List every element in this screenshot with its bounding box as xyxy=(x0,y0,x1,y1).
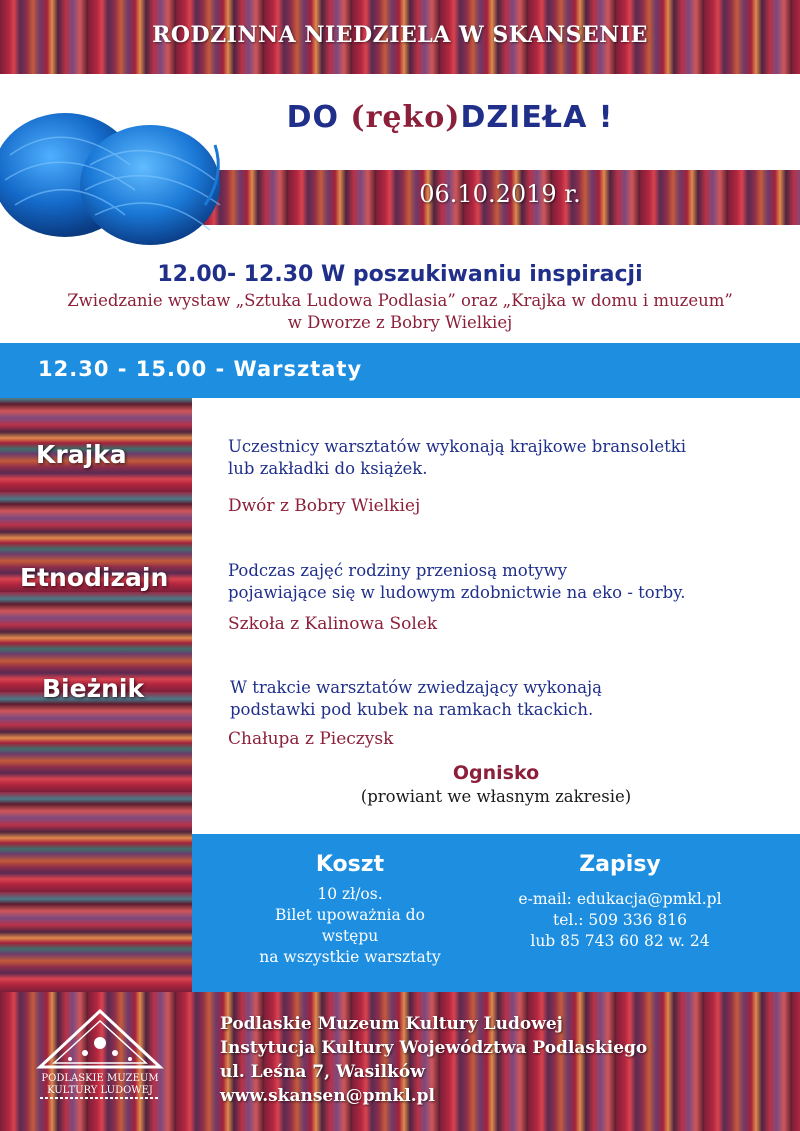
signup-phone-alt: lub 85 743 60 82 w. 24 xyxy=(530,932,710,950)
event-date: 06.10.2019 r. xyxy=(419,180,581,208)
inspiration-session-title: 12.00- 12.30 W poszukiwaniu inspiracji xyxy=(157,262,643,287)
cost-line2: Bilet upoważnia do xyxy=(275,906,425,924)
title-end: DZIEŁA ! xyxy=(460,100,614,135)
workshop-desc-line2: podstawki pod kubek na ramkach tkackich. xyxy=(230,700,594,719)
workshop-name-etnodizajn: Etnodizajn xyxy=(20,563,169,592)
workshop-desc-line1: Uczestnicy warsztatów wykonają krajkowe bransoletki xyxy=(228,437,687,456)
workshop-desc-etnodizajn xyxy=(228,560,686,604)
main-title xyxy=(200,100,700,135)
signup-heading: Zapisy xyxy=(579,852,661,877)
workshop-place-etnodizajn: Szkoła z Kalinowa Solek xyxy=(228,614,438,634)
organizer-website[interactable]: www.skansen@pmkl.pl xyxy=(220,1086,435,1106)
session-desc-line2: w Dworze z Bobry Wielkiej xyxy=(287,313,513,332)
bonfire-note: (prowiant we własnym zakresie) xyxy=(360,787,632,806)
signup-phone: tel.: 509 336 816 xyxy=(552,911,688,929)
workshop-name-bieznik: Bieżnik xyxy=(42,674,145,703)
inspiration-session-description xyxy=(0,290,800,334)
bonfire-title: Ognisko xyxy=(452,762,540,784)
museum-roof-icon xyxy=(30,1005,170,1105)
workshop-desc-line1: Podczas zajęć rodziny przeniosą motywy xyxy=(228,561,568,580)
organizer-address: ul. Leśna 7, Wasilków xyxy=(220,1062,425,1082)
workshop-place-krajka: Dwór z Bobry Wielkiej xyxy=(228,496,421,516)
museum-logo xyxy=(30,1005,170,1105)
workshop-desc-krajka xyxy=(228,436,686,480)
cost-heading: Koszt xyxy=(315,852,385,877)
yarn-balls-icon xyxy=(0,85,240,255)
organizer-institution: Instytucja Kultury Województwa Podlaskiego xyxy=(220,1038,648,1058)
organizer-name: Podlaskie Muzeum Kultury Ludowej xyxy=(220,1014,563,1034)
signup-email[interactable]: e-mail: edukacja@pmkl.pl xyxy=(518,890,722,908)
title-middle: (ręko) xyxy=(350,100,461,135)
svg-text:PODLASKIE MUZEUM: PODLASKIE MUZEUM xyxy=(41,1073,159,1084)
signup-details xyxy=(490,889,750,952)
workshop-desc-bieznik xyxy=(230,677,602,721)
workshop-desc-line2: pojawiające się w ludowym zdobnictwie na eko - torby. xyxy=(228,583,686,602)
cost-price: 10 zł/os. xyxy=(317,885,383,903)
workshop-desc-line2: lub zakładki do książek. xyxy=(228,459,428,478)
workshop-place-bieznik: Chałupa z Pieczysk xyxy=(228,729,394,749)
svg-text:KULTURY LUDOWEJ: KULTURY LUDOWEJ xyxy=(47,1085,153,1096)
title-start: DO xyxy=(286,100,351,135)
workshops-title: 12.30 - 15.00 - Warsztaty xyxy=(38,357,363,381)
cost-line4: na wszystkie warsztaty xyxy=(259,948,441,966)
workshop-name-krajka: Krajka xyxy=(36,440,127,469)
cost-details xyxy=(230,884,470,968)
session-desc-line1: Zwiedzanie wystaw „Sztuka Ludowa Podlasia” oraz „Krajka w domu i muzeum” xyxy=(67,291,733,310)
workshop-desc-line1: W trakcie warsztatów zwiedzający wykonają xyxy=(230,678,602,697)
event-series-title: RODZINNA NIEDZIELA W SKANSENIE xyxy=(152,22,648,48)
cost-line3: wstępu xyxy=(321,927,379,945)
